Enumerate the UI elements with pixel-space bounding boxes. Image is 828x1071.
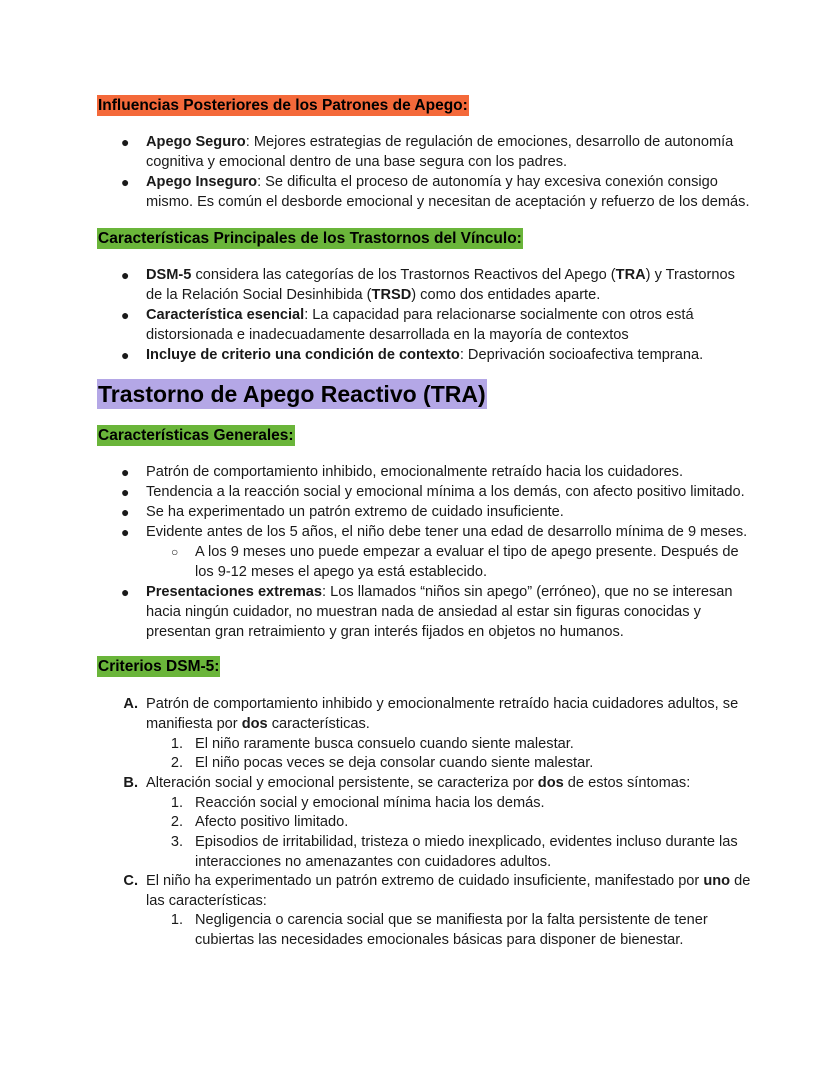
list-item-apego-inseguro-cont: mismo. Es común el desborde emocional y necesitan de aceptación y refuerzo de los demás. [146, 194, 750, 210]
list-item-dsm5-cont: de la Relación Social Desinhibida (TRSD) como dos entidades aparte. [146, 287, 601, 303]
bullet: ● [121, 307, 130, 323]
bullet: ● [121, 584, 130, 600]
sub-criterion: El niño pocas veces se deja consolar cuando siente malestar. [195, 755, 594, 771]
page-title-tra: Trastorno de Apego Reactivo (TRA) [98, 381, 486, 407]
criterion-marker: B. [123, 775, 138, 791]
heading-influencias: Influencias Posteriores de los Patrones de Apego: [98, 97, 468, 114]
list-item-apego-seguro: Apego Seguro: Mejores estrategias de regulación de emociones, desarrollo de autonomía [146, 134, 734, 150]
sub-criterion: Reacción social y emocional mínima hacia los demás. [195, 795, 545, 811]
criterion-b: Alteración social y emocional persistente, se caracteriza por dos de estos síntomas: [146, 775, 691, 791]
criterion-marker: A. [123, 696, 138, 712]
list-item-presentaciones-extremas: Presentaciones extremas: Los llamados “niños sin apego” (erróneo), que no se interesan [146, 584, 733, 600]
criterion-c-cont: las características: [146, 893, 267, 909]
sub-criterion-marker: 1. [170, 912, 183, 928]
sub-criterion: Afecto positivo limitado. [195, 814, 349, 830]
criterion-c: El niño ha experimentado un patrón extremo de cuidado insuficiente, manifestado por uno de [146, 873, 751, 889]
list-item: Patrón de comportamiento inhibido, emocionalmente retraído hacia los cuidadores. [146, 464, 684, 480]
sub-criterion-marker: 2. [170, 755, 183, 771]
sub-criterion-cont: cubiertas las necesidades emocionales básicas para disponer de bienestar. [195, 932, 684, 948]
list-item-presentaciones-extremas-cont: hacia ningún cuidador, no muestran nada de ansiedad al estar sin figuras conocidas y [146, 604, 701, 620]
criterion-a-cont: manifiesta por dos características. [146, 716, 370, 732]
list-item-caracteristica-esencial-cont: distorsionada e inadecuadamente desarrollada en la mayoría de contextos [146, 327, 629, 343]
sub-criterion-marker: 1. [170, 736, 183, 752]
criterion-a: Patrón de comportamiento inhibido y emocionalmente retraído hacia cuidadores adultos, se [146, 696, 739, 712]
list-item-presentaciones-extremas-cont: presentan gran retraimiento y gran interés fijados en objetos no humanos. [146, 624, 624, 640]
bullet: ● [121, 134, 130, 150]
list-item: Tendencia a la reacción social y emocional mínima a los demás, con afecto positivo limitado. [146, 484, 745, 500]
bullet: ● [121, 267, 130, 283]
heading-criterios-dsm5: Criterios DSM-5: [98, 658, 220, 675]
circle-bullet: ○ [171, 545, 179, 559]
sub-criterion: El niño raramente busca consuelo cuando siente malestar. [195, 736, 574, 752]
bullet: ● [121, 484, 130, 500]
bullet: ● [121, 464, 130, 480]
list-item-apego-seguro-cont: cognitiva y emocional dentro de una base segura con los padres. [146, 154, 568, 170]
list-item-apego-inseguro: Apego Inseguro: Se dificulta el proceso de autonomía y hay excesiva conexión consigo [146, 174, 718, 190]
sub-criterion-marker: 2. [170, 814, 183, 830]
bullet: ● [121, 524, 130, 540]
sub-criterion-marker: 3. [170, 834, 183, 850]
bullet: ● [121, 347, 130, 363]
list-item-criterio-contexto: Incluye de criterio una condición de contexto: Deprivación socioafectiva temprana. [146, 347, 704, 363]
criterion-marker: C. [123, 873, 138, 889]
list-item: Se ha experimentado un patrón extremo de cuidado insuficiente. [146, 504, 564, 520]
heading-caracteristicas-vinculo: Características Principales de los Trastornos del Vínculo: [98, 230, 522, 247]
list-item-caracteristica-esencial: Característica esencial: La capacidad para relacionarse socialmente con otros está [146, 307, 694, 323]
sub-criterion: Negligencia o carencia social que se manifiesta por la falta persistente de tener [195, 912, 708, 928]
sub-criterion-marker: 1. [170, 795, 183, 811]
list-item: Evidente antes de los 5 años, el niño debe tener una edad de desarrollo mínima de 9 meses. [146, 524, 748, 540]
sub-criterion-cont: interacciones no amenazantes con cuidadores adultos. [195, 854, 552, 870]
bullet: ● [121, 174, 130, 190]
heading-caracteristicas-generales: Características Generales: [98, 427, 294, 444]
sub-list-item-cont: los 9-12 meses el apego ya está establecido. [195, 564, 488, 580]
sub-criterion: Episodios de irritabilidad, tristeza o miedo inexplicado, evidentes incluso durante las [195, 834, 738, 850]
list-item-dsm5: DSM-5 considera las categorías de los Trastornos Reactivos del Apego (TRA) y Trastornos [146, 267, 735, 283]
sub-list-item: A los 9 meses uno puede empezar a evaluar el tipo de apego presente. Después de [195, 544, 739, 560]
bullet: ● [121, 504, 130, 520]
